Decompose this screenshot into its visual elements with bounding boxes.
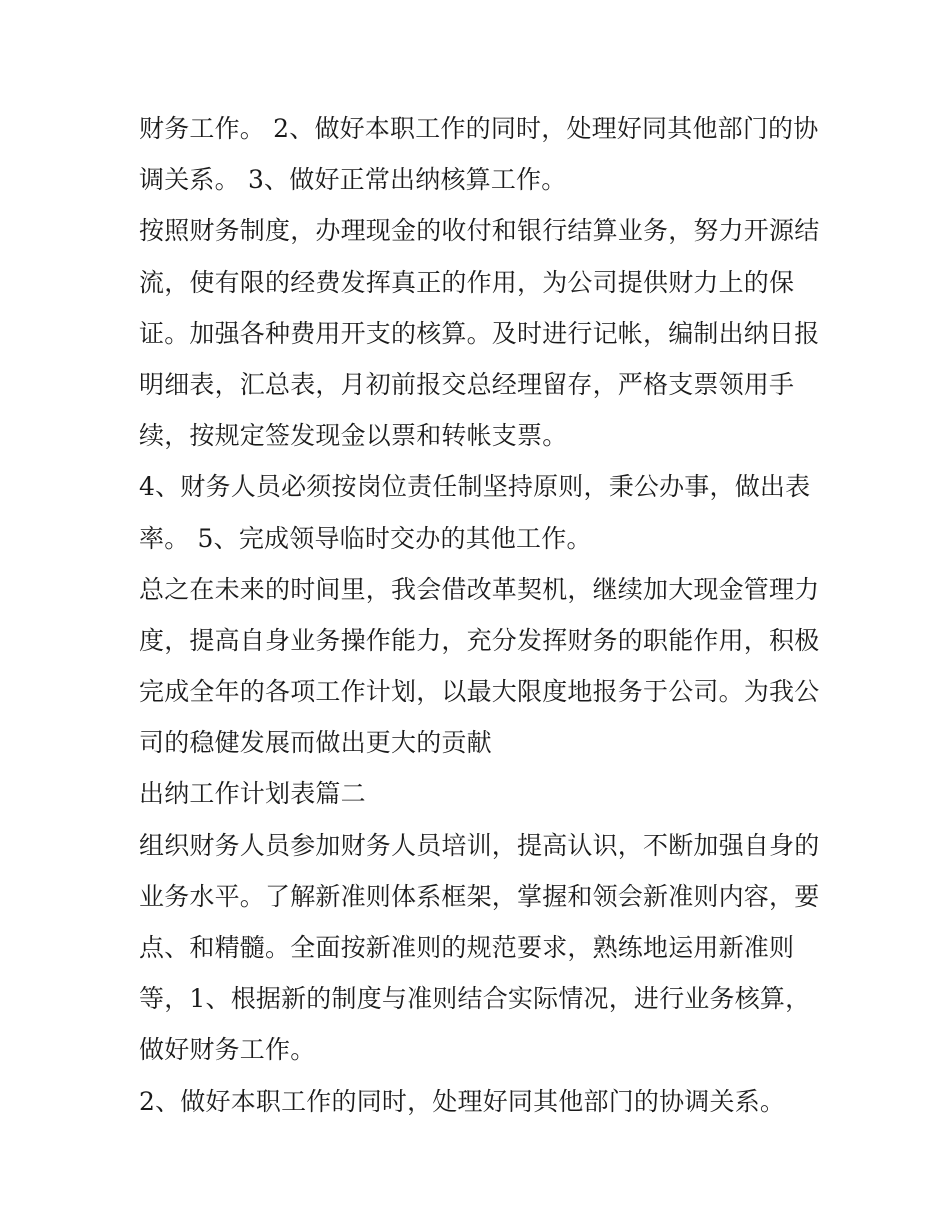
- text-line: 流，使有限的经费发挥真正的作用，为公司提供财力上的保: [139, 267, 795, 297]
- paragraph-cash-management: [139, 205, 819, 461]
- section-title: 出纳工作计划表篇二: [139, 779, 366, 809]
- text-line: 按照财务制度，办理现金的收付和银行结算业务，努力开源结: [139, 216, 820, 246]
- paragraph-training: [139, 820, 819, 1076]
- paragraph-summary: [139, 564, 819, 769]
- text-line: 总之在未来的时间里，我会借改革契机，继续加大现金管理力: [139, 574, 820, 604]
- text-line: 证。加强各种费用开支的核算。及时进行记帐，编制出纳日报: [139, 318, 820, 348]
- text-line: 组织财务人员参加财务人员培训，提高认识，不断加强自身的: [139, 830, 820, 860]
- text-line: 等，1、根据新的制度与准则结合实际情况，进行业务核算，: [139, 984, 811, 1014]
- text-line: 2、做好本职工作的同时，处理好同其他部门的协调关系。: [139, 1086, 786, 1116]
- text-line: 点、和精髓。全面按新准则的规范要求，熟练地运用新准则: [139, 933, 795, 962]
- text-line: 续，按规定签发现金以票和转帐支票。: [139, 421, 568, 451]
- text-line: 业务水平。了解新准则体系框架，掌握和领会新准则内容，要: [139, 881, 820, 911]
- text-line: 度，提高自身业务操作能力，充分发挥财务的职能作用，积极: [139, 625, 820, 655]
- text-line: 司的稳健发展而做出更大的贡献: [139, 728, 492, 758]
- text-line: 财务工作。 2、做好本职工作的同时，处理好同其他部门的协: [139, 114, 819, 143]
- paragraph-duties-continued: [139, 103, 819, 205]
- text-line: 调关系。 3、做好正常出纳核算工作。: [139, 165, 567, 195]
- section-heading: [139, 768, 819, 819]
- document-body: [139, 103, 819, 1127]
- paragraph-principles: [139, 461, 819, 563]
- paragraph-coordination: [139, 1076, 819, 1127]
- text-line: 做好财务工作。: [139, 1035, 316, 1065]
- text-line: 完成全年的各项工作计划，以最大限度地报务于公司。为我公: [139, 677, 820, 707]
- text-line: 率。 5、完成领导临时交办的其他工作。: [139, 523, 592, 553]
- text-line: 明细表，汇总表，月初前报交总经理留存，严格支票领用手: [139, 369, 795, 399]
- text-line: 4、财务人员必须按岗位责任制坚持原则，秉公办事，做出表: [139, 472, 811, 502]
